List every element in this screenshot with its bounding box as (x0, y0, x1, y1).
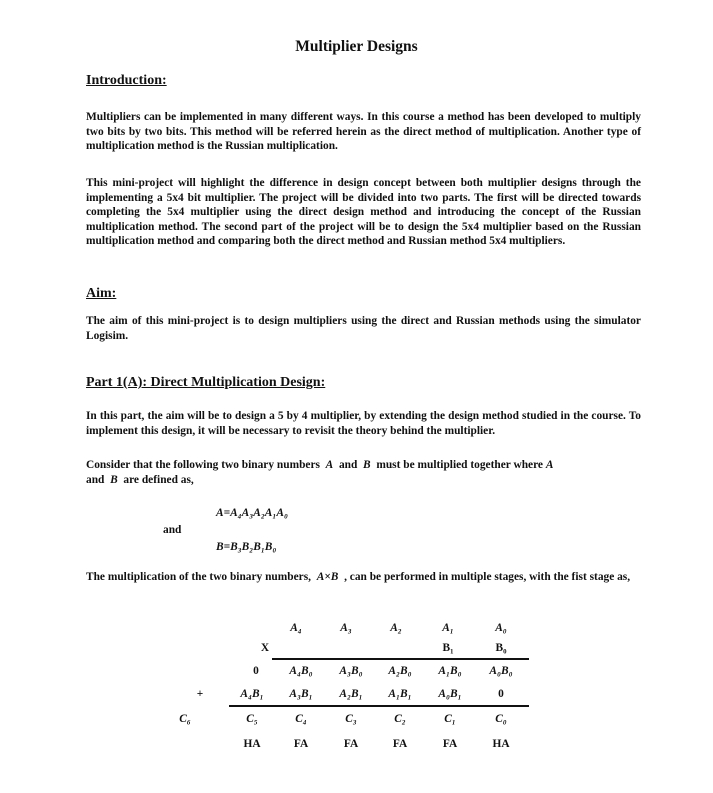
table-rule-2 (229, 705, 529, 707)
p2-text-d: are defined as, (123, 473, 194, 486)
table-cell-a1: A₁ (442, 622, 454, 634)
pp1-cell-3: A₂B₀ (388, 665, 412, 677)
adder-cell-2: FA (343, 738, 359, 750)
part1-heading: Part 1(A): Direct Multiplication Design: (86, 375, 326, 390)
equation-b: B=B₃B₂B₁B₀ (216, 541, 277, 553)
pp1-cell-1: A₄B₀ (289, 665, 313, 677)
var-a-2: A (545, 459, 554, 471)
table-cell-b1: B₁ (442, 642, 454, 654)
adder-cell-0: HA (243, 738, 261, 750)
equation-and: and (163, 524, 182, 536)
introduction-heading: Introduction: (86, 73, 167, 88)
carry-out-c6: C₆ (179, 713, 191, 725)
pp1-cell-2: A₃B₀ (339, 665, 363, 677)
adder-cell-1: FA (293, 738, 309, 750)
aim-paragraph: The aim of this mini-project is to design multipliers using the direct and Russian methods using the simulator Logisim. (86, 315, 641, 342)
adder-cell-4: FA (442, 738, 458, 750)
adder-cell-3: FA (392, 738, 408, 750)
table-rule-1 (272, 658, 529, 660)
multiply-sign: X (260, 642, 270, 654)
pp1-cell-5: A₀B₀ (489, 665, 513, 677)
var-b-2: B (110, 473, 118, 486)
var-b: B (363, 459, 371, 471)
carry-cell-c2: C₂ (394, 713, 406, 725)
part1-paragraph-1: In this part, the aim will be to design a 5 by 4 multiplier, by extending the design method studied in the course. To implement this design, it will be necessary to revisit the theory behind the multiplier. (86, 410, 641, 437)
pp1-cell-4: A₁B₀ (438, 665, 462, 677)
p3-text-b: , can be performed in multiple stages, with the fist stage as, (344, 571, 631, 583)
table-cell-a2: A₂ (390, 622, 402, 634)
pp2-cell-4: A₀B₁ (438, 688, 462, 700)
table-cell-a3: A₃ (340, 622, 352, 634)
page-title: Multiplier Designs (295, 38, 418, 55)
carry-cell-c1: C₁ (444, 713, 456, 725)
table-cell-a4: A₄ (290, 622, 302, 634)
var-a: A (325, 459, 334, 471)
table-cell-b0: B₀ (495, 642, 507, 654)
carry-cell-c4: C₄ (295, 713, 307, 725)
multiplication-expression: A×B (316, 571, 339, 583)
equation-a: A=A₄A₃A₂A₁A₀ (216, 507, 288, 519)
pp1-cell-0: 0 (253, 665, 259, 677)
p2-text-and: and (338, 459, 358, 471)
table-cell-a0: A₀ (495, 622, 507, 634)
p3-text-a: The multiplication of the two binary numbers, (86, 571, 311, 583)
introduction-paragraph-1: Multipliers can be implemented in many different ways. In this course a method has been developed to multiply two bits by two bits. This method will be referred herein as the direct method of multiplication. Another type of multiplication method is the Russian multiplication. (86, 111, 641, 153)
carry-cell-c0: C₀ (495, 713, 507, 725)
plus-sign: + (196, 688, 204, 700)
pp2-cell-3: A₁B₁ (388, 688, 412, 700)
p2-text-c: and (86, 473, 105, 486)
pp2-cell-0: A₄B₁ (240, 688, 264, 700)
adder-cell-5: HA (492, 738, 510, 750)
introduction-paragraph-2: This mini-project will highlight the difference in design concept between both multiplier designs through the implementing a 5x4 bit multiplier. The project will be divided into two parts. The first will be directed towards completing the 5x4 multiplier using the direct design method and introducing the concept of the Russian multiplication method. The second part of the project will be to design the 5x4 multiplier based on the Russian multiplication method and comparing both the direct method and Russian method 5x4 multipliers. (86, 177, 641, 248)
p2-text-b: must be multiplied together where (376, 459, 543, 471)
pp2-cell-2: A₂B₁ (339, 688, 363, 700)
p2-text-a: Consider that the following two binary numbers (86, 459, 320, 471)
pp2-cell-1: A₃B₁ (289, 688, 313, 700)
carry-cell-c3: C₃ (345, 713, 357, 725)
aim-heading: Aim: (86, 286, 117, 301)
carry-cell-c5: C₅ (246, 713, 258, 725)
pp2-cell-5: 0 (498, 688, 504, 700)
